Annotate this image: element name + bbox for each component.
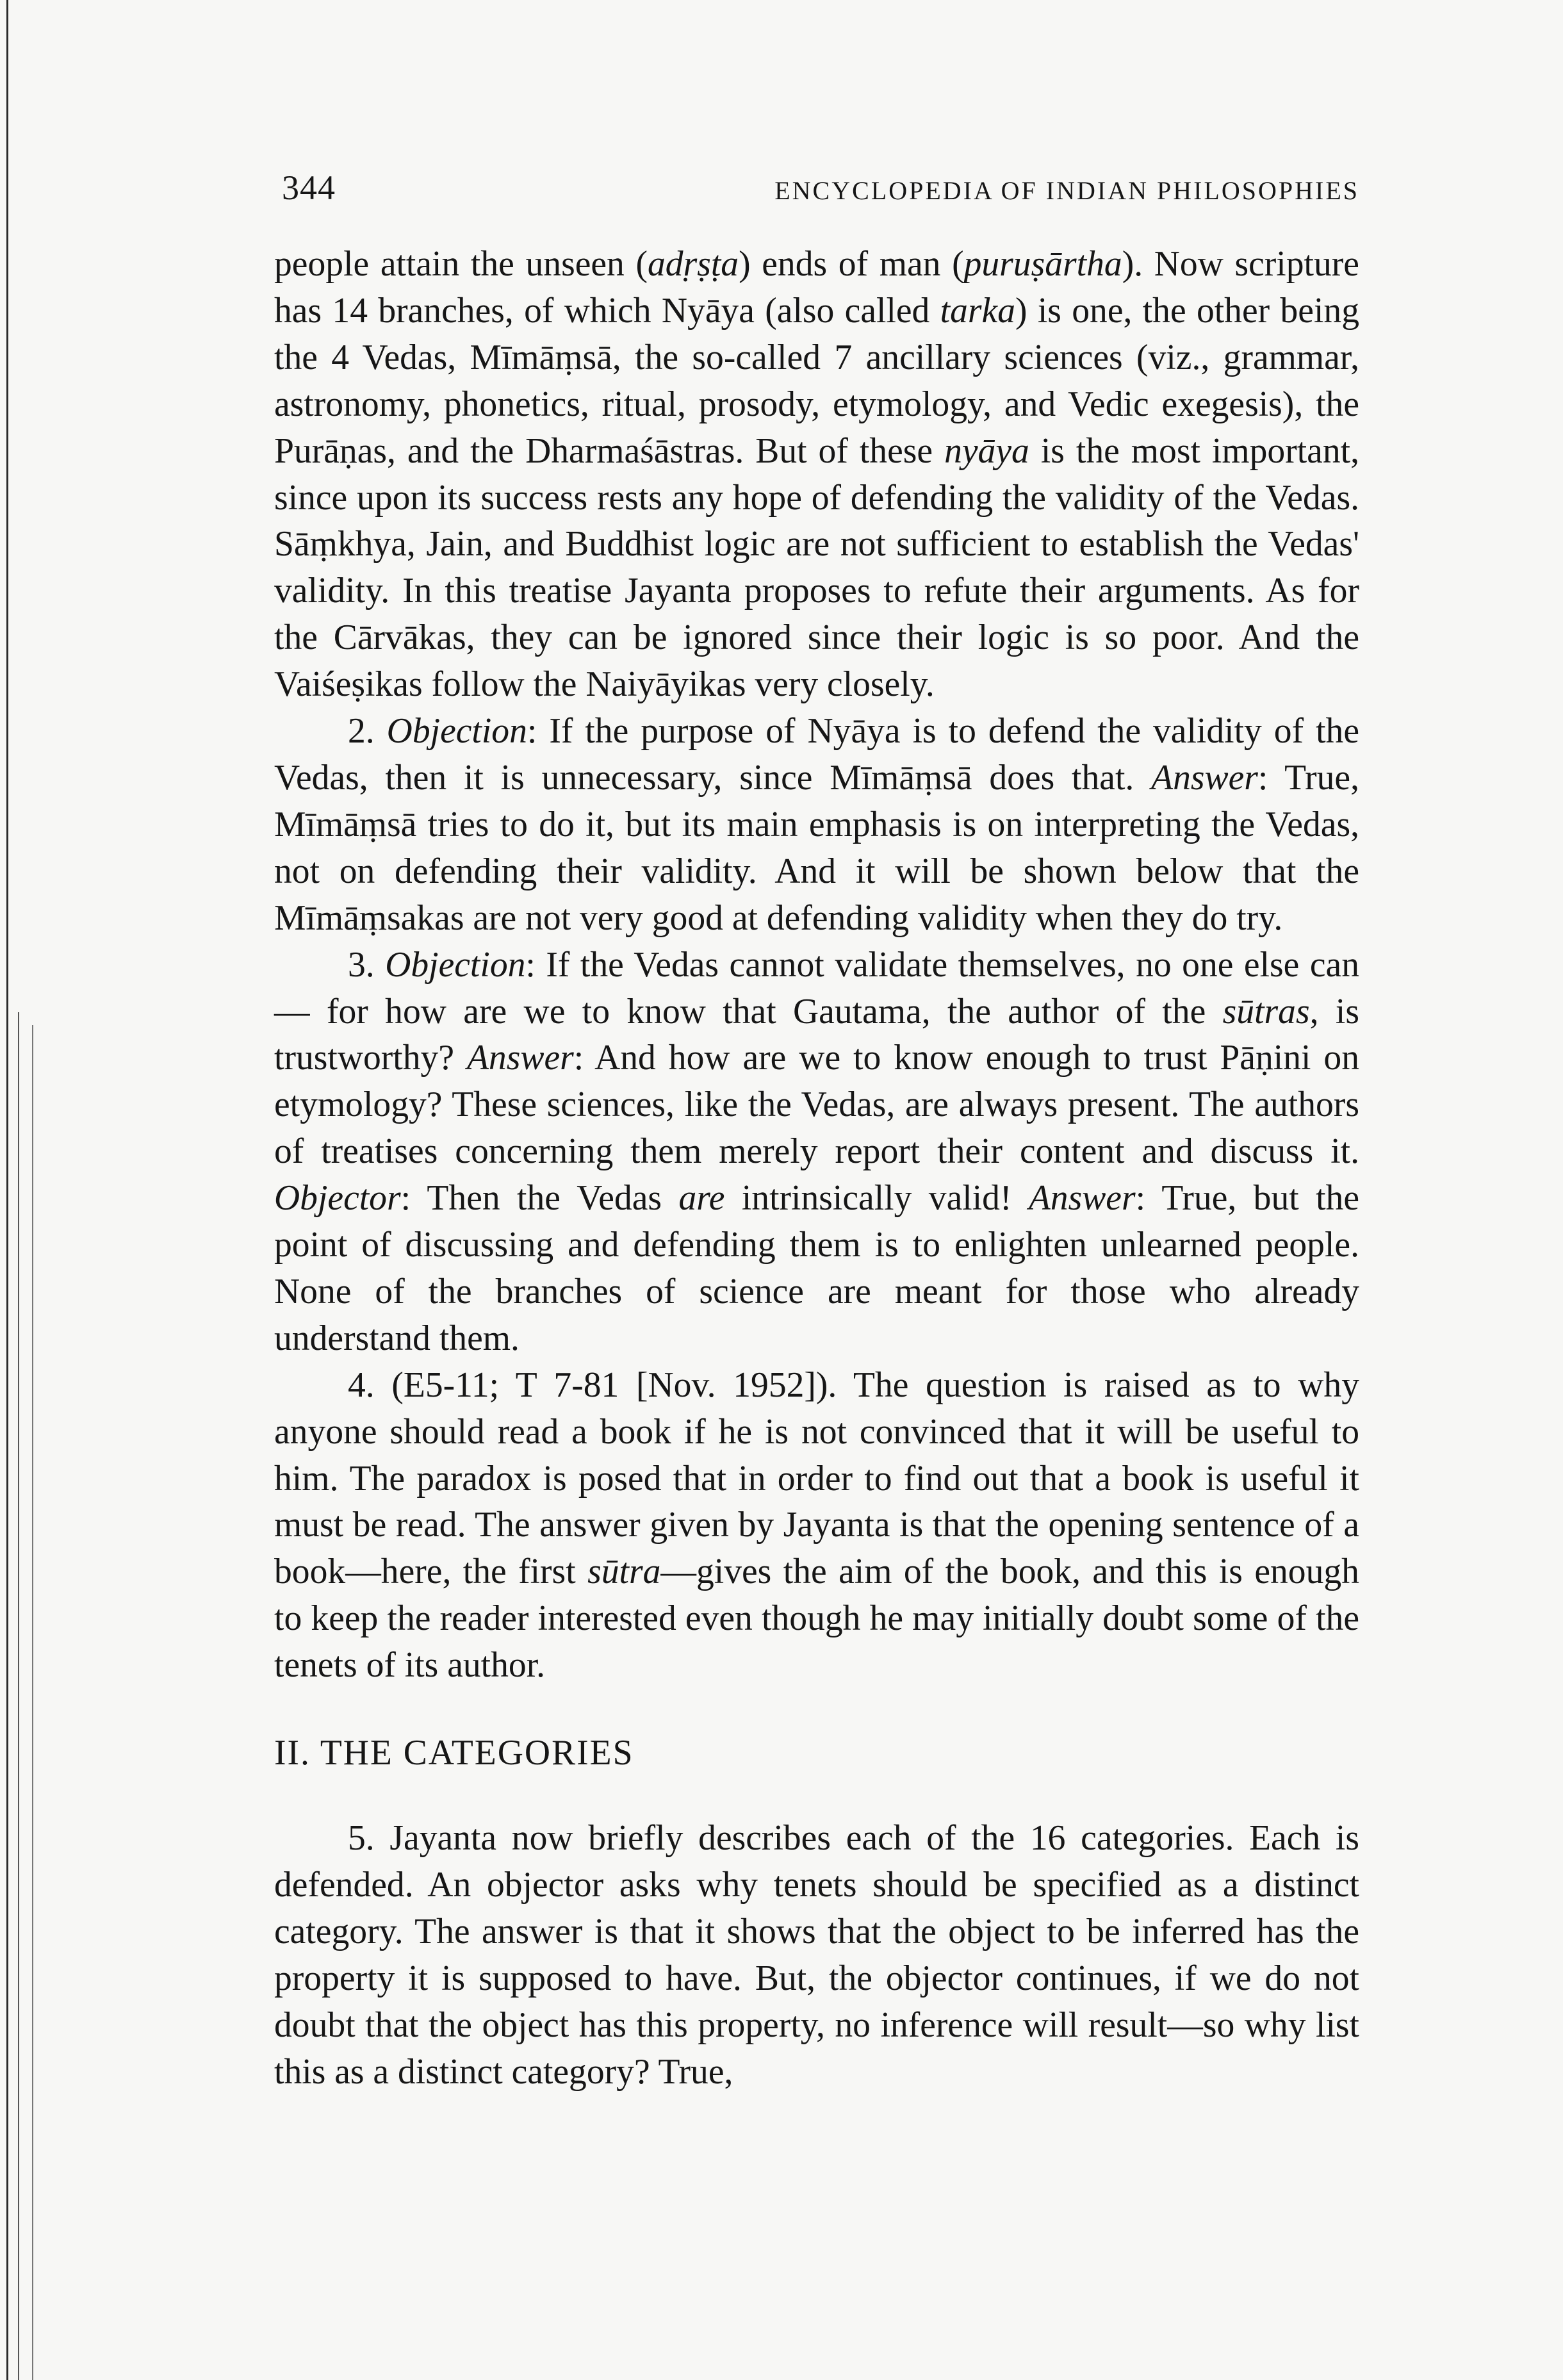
section-heading: II. THE CATEGORIES [274,1733,634,1773]
paragraph-3: 3. Objection: If the Vedas cannot validate themselves, no one else can— for how are we to know that Gautama, the author of the sūtras, is trustworthy? Answer: And how are we to know enough to trust Pāṇini on etymology? These sciences, like the Vedas, are always present. The authors of treatises concerning them merely report their content and discuss it. Objector: Then the Vedas are intrinsically valid! Answer: True, but the point of discussing and defending them is to enlighten unlearned people. None of the branches of science are meant for those who already understand them. [274,944,1359,1358]
paragraph-5: 5. Jayanta now briefly describes each of the 16 categories. Each is defended. An objector asks why tenets should be specified as a distinct category. The answer is that it shows that the object to be inferred has the property it is supposed to have. But, the objector continues, if we do not doubt that the object has this property, no inference will result—so why list this as a distinct category? True, [274,1818,1359,2092]
scan-edge-line-faint [32,1025,33,2380]
page-number: 344 [282,168,336,207]
running-head: ENCYCLOPEDIA OF INDIAN PHILOSOPHIES [774,176,1359,205]
paragraph-2: 2. Objection: If the purpose of Nyāya is to defend the validity of the Vedas, then it is unnecessary, since Mīmāṃsā does that. Answer: True, Mīmāṃsā tries to do it, but its main emphasis is on interpreting the Vedas, not on defending their validity. And it will be shown below that the Mīmāṃsakas are not very good at defending validity when they do try. [274,711,1360,938]
page-body [274,241,1359,2095]
scan-edge-line-inner [18,1012,19,2380]
page-header [282,168,1359,208]
paragraph-4: 4. (E5-11; T 7-81 [Nov. 1952]). The question is raised as to why anyone should read a book if he is not convinced that it will be useful to him. The paradox is posed that in order to find out that a book is useful it must be read. The answer given by Jayanta is that the opening sentence of a book—here, the first sūtra—gives the aim of the book, and this is enough to keep the reader interested even though he may initially doubt some of the tenets of its author. [274,1365,1359,1686]
scan-edge-line [6,0,8,2380]
paragraph-1: people attain the unseen (adṛṣṭa) ends of man (puruṣārtha). Now scripture has 14 branches, of which Nyāya (also called tarka) is one, the other being the 4 Vedas, Mīmāṃsā, the so-called 7 ancillary sciences (viz., grammar, astronomy, phonetics, ritual, prosody, etymology, and Vedic exegesis), the Purāṇas, and the Dharmaśāstras. But of these nyāya is the most important, since upon its success rests any hope of defending the validity of the Vedas. Sāṃkhya, Jain, and Buddhist logic are not sufficient to establish the Vedas' validity. In this treatise Jayanta proposes to refute their arguments. As for the Cārvākas, they can be ignored since their logic is so poor. And the Vaiśeṣikas follow the Naiyāyikas very closely. [274,244,1359,705]
